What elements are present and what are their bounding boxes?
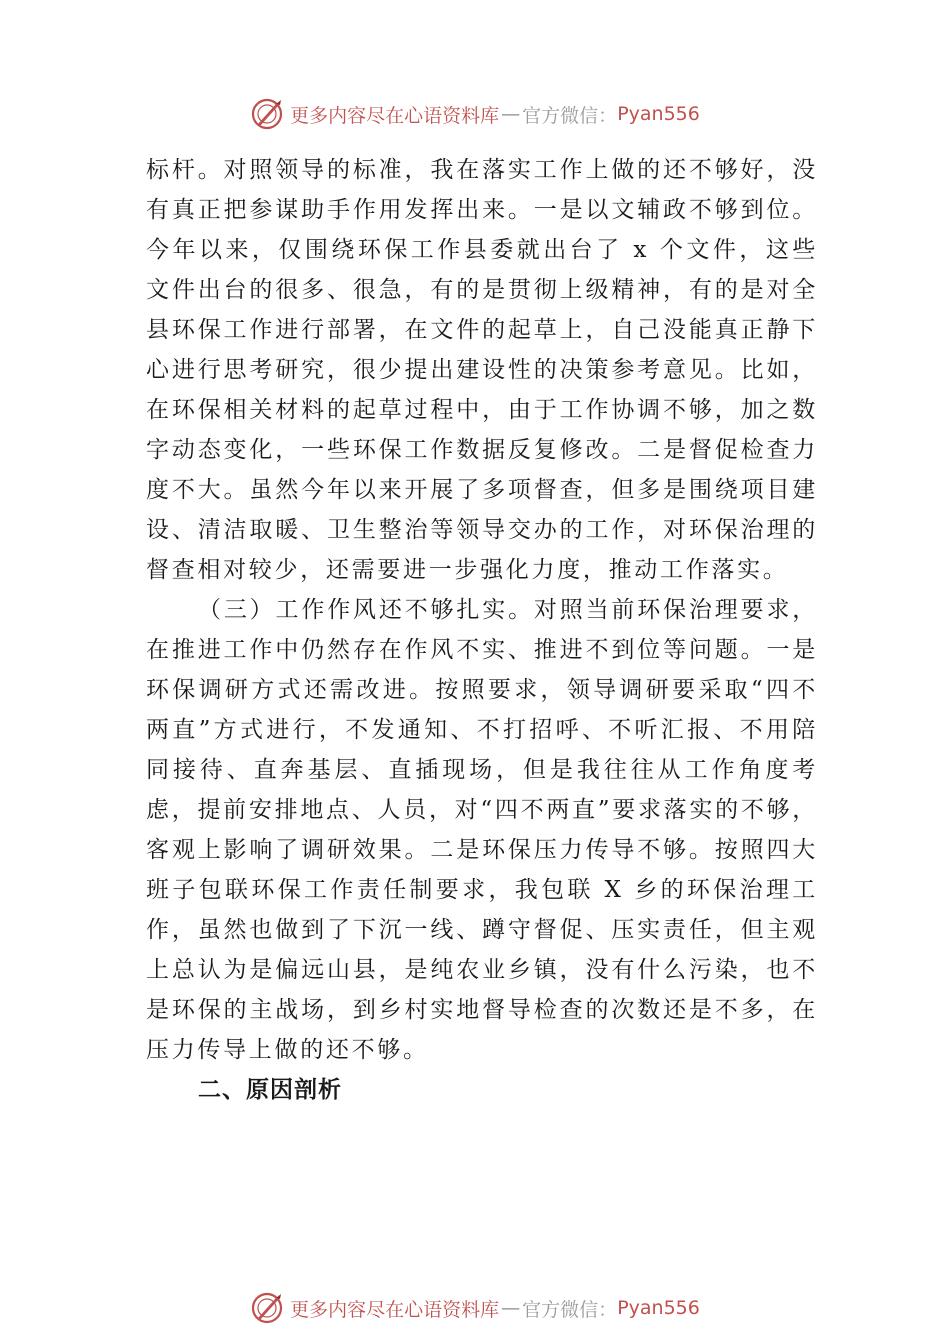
section-heading: 二、原因剖析 — [198, 1077, 342, 1103]
document-body — [146, 150, 818, 1110]
body-paragraph: （三）工作作风还不够扎实。对照当前环保治理要求，在推进工作中仍然存在作风不实、推进不到位等问题。一是环保调研方式还需改进。按照要求，领导调研要采取“四不两直”方式进行，不发通知、不打招呼、不听汇报、不用陪同接待、直奔基层、直插现场，但是我往往从工作角度考虑，提前安排地点、人员，对“四不两直”要求落实的不够，客观上影响了调研效果。二是环保压力传导不够。按照四大班子包联环保工作责任制要求，我包联 X 乡的环保治理工作，虽然也做到了下沉一线、蹲守督促、压实责任，但主观上总认为是偏远山县，是纯农业乡镇，没有什么污染，也不是环保的主战场，到乡村实地督导检查的次数还是不多，在压力传导上做的还不够。 — [146, 597, 818, 1063]
banner-separator: — — [501, 103, 521, 125]
banner-promo-text: 更多内容尽在心语资料库 — [290, 104, 500, 127]
banner-wechat-id: Pyan556 — [617, 1297, 700, 1319]
header-banner — [0, 94, 950, 134]
banner-wechat-id: Pyan556 — [617, 103, 700, 125]
banner-separator: — — [501, 1297, 521, 1319]
banner-promo-text: 更多内容尽在心语资料库 — [290, 1298, 500, 1321]
banner-wechat-label: 官方微信： — [522, 1298, 618, 1321]
quill-pen-seal-icon — [250, 1291, 284, 1325]
quill-pen-seal-icon — [250, 97, 284, 131]
body-paragraph: 标杆。对照领导的标准，我在落实工作上做的还不够好，没有真正把参谋助手作用发挥出来。一是以文辅政不够到位。今年以来，仅围绕环保工作县委就出台了 x 个文件，这些文件出台的很多、很急，有的是贯彻上级精神，有的是对全县环保工作进行部署，在文件的起草上，自己没能真正静下心进行思考研究，很少提出建设性的决策参考意见。比如，在环保相关材料的起草过程中，由于工作协调不够，加之数字动态变化，一些环保工作数据反复修改。二是督促检查力度不大。虽然今年以来开展了多项督查，但多是围绕项目建设、清洁取暖、卫生整治等领导交办的工作，对环保治理的督查相对较少，还需要进一步强化力度，推动工作落实。 — [146, 157, 818, 583]
banner-wechat-label: 官方微信： — [522, 104, 618, 127]
footer-banner — [0, 1288, 950, 1328]
